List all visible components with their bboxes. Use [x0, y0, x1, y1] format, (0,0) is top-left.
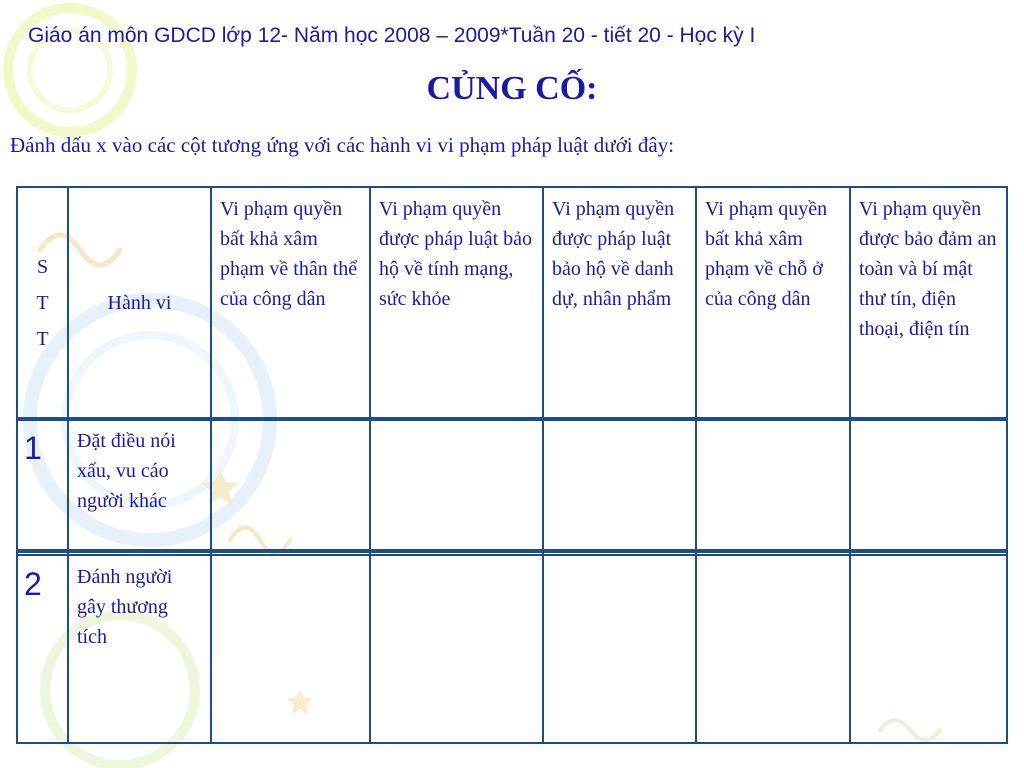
mark-cell[interactable] — [543, 555, 696, 743]
table-row — [17, 555, 1007, 743]
row-divider — [16, 417, 1006, 421]
row-divider — [16, 549, 1006, 553]
behavior-header: Hành vi — [68, 187, 211, 419]
column-header: Vi phạm quyền được pháp luật bảo hộ về tính mạng, sức khỏe — [370, 187, 543, 419]
table-header-row — [17, 187, 1007, 419]
behavior-cell: Đánh người gây thương tích — [68, 555, 211, 743]
instruction-text: Đánh dấu x vào các cột tương ứng với các hành vi vi phạm pháp luật dưới đây: — [10, 133, 675, 157]
row-number: 2 — [17, 555, 68, 743]
column-header: Vi phạm quyền bất khả xâm phạm về thân thể của công dân — [211, 187, 370, 419]
column-header: Vi phạm quyền bất khả xâm phạm về chỗ ở của công dân — [696, 187, 850, 419]
mark-cell[interactable] — [850, 419, 1007, 555]
slide-title: CỦNG CỐ: — [426, 70, 598, 107]
mark-cell[interactable] — [696, 419, 850, 555]
slide-header: Giáo án môn GDCD lớp 12- Năm học 2008 – 2009*Tuần 20 - tiết 20 - Học kỳ I — [28, 24, 756, 47]
behavior-cell: Đặt điều nói xấu, vu cáo người khác — [68, 419, 211, 555]
violation-table — [16, 186, 1008, 744]
mark-cell[interactable] — [543, 419, 696, 555]
mark-cell[interactable] — [370, 555, 543, 743]
mark-cell[interactable] — [696, 555, 850, 743]
column-header: Vi phạm quyền được bảo đảm an toàn và bí mật thư tín, điện thoại, điện tín — [850, 187, 1007, 419]
stt-header — [17, 187, 68, 419]
mark-cell[interactable] — [850, 555, 1007, 743]
stt-letter: S — [36, 256, 49, 278]
mark-cell[interactable] — [211, 419, 370, 555]
stt-letter: T — [36, 292, 49, 314]
row-number: 1 — [17, 419, 68, 555]
mark-cell[interactable] — [211, 555, 370, 743]
column-header: Vi phạm quyền được pháp luật bảo hộ về danh dự, nhân phẩm — [543, 187, 696, 419]
stt-letter: T — [36, 328, 49, 350]
mark-cell[interactable] — [370, 419, 543, 555]
table-row — [17, 419, 1007, 555]
